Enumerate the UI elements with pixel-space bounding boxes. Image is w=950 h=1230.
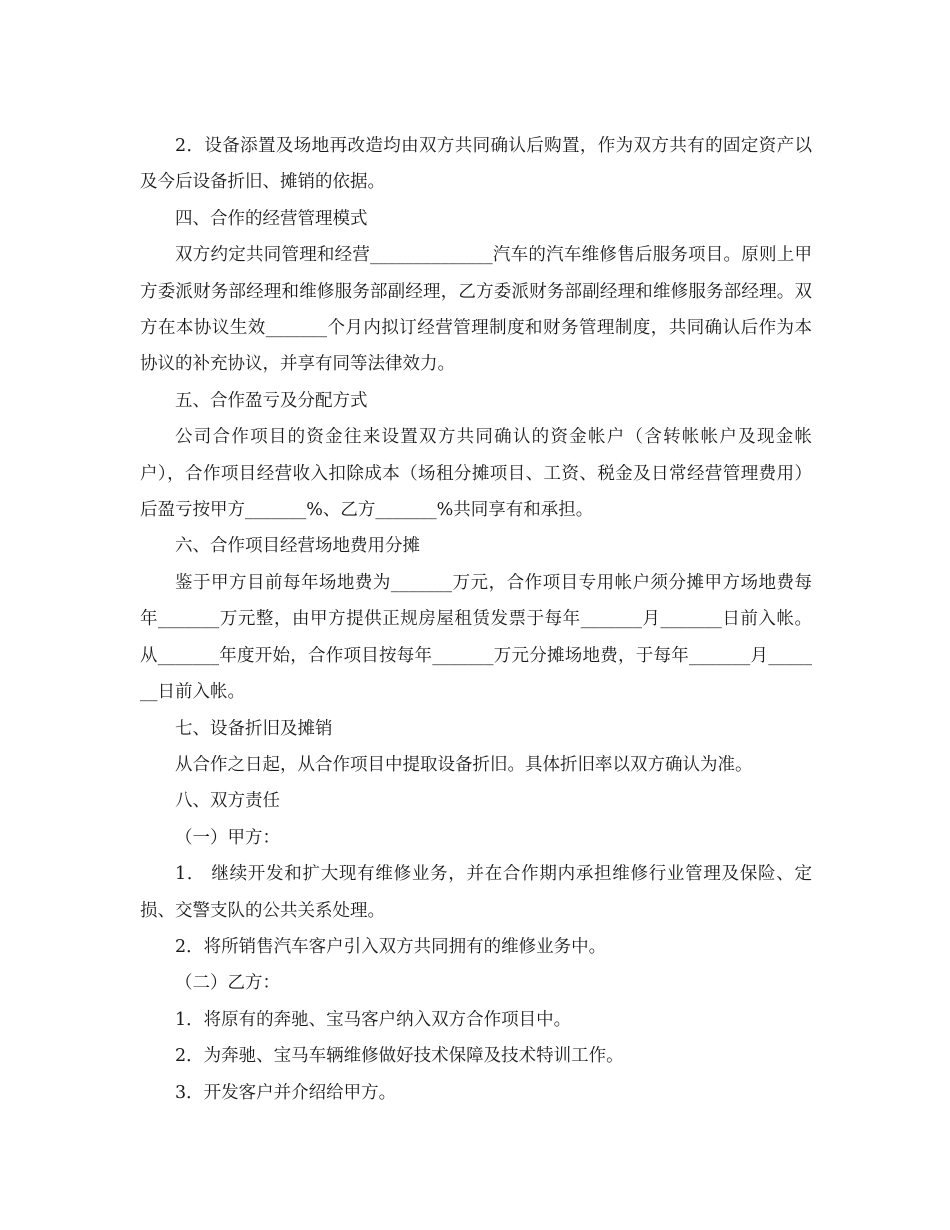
section-heading-profit-distribution: 五、合作盈亏及分配方式 — [175, 390, 368, 411]
subheading-party-a: （一）甲方： — [175, 827, 280, 848]
list-item-party-a-2: 2．将所销售汽车客户引入双方共同拥有的维修业务中。 — [175, 936, 607, 957]
paragraph-profit-distribution: 公司合作项目的资金往来设置双方共同确认的资金帐户（含转帐帐户及现金帐户），合作项目经营收入扣除成本（场租分摊项目、工资、税金及日常经营管理费用）后盈亏按甲方_______%、乙方_______%共同享有和承担。 — [140, 427, 812, 521]
list-item-party-b-1: 1．将原有的奔驰、宝马客户纳入双方合作项目中。 — [175, 1009, 572, 1030]
paragraph-equipment-assets: 2．设备添置及场地再改造均由双方共同确认后购置，作为双方共有的固定资产以及今后设备折旧、摊销的依据。 — [140, 136, 812, 193]
paragraph-site-fee: 鉴于甲方目前每年场地费为_______万元，合作项目专用帐户须分摊甲方场地费每年_______万元整，由甲方提供正规房屋租赁发票于每年_______月_______日前入帐。从_______年度开始，合作项目按每年_______万元分摊场地费，于每年_______月_______日前入帐。 — [140, 572, 812, 703]
list-item-party-a-1: 1． 继续开发和扩大现有维修业务，并在合作期内承担维修行业管理及保险、定损、交警支队的公共关系处理。 — [140, 864, 812, 921]
section-heading-depreciation: 七、设备折旧及摊销 — [175, 718, 333, 739]
list-item-party-b-2: 2．为奔驰、宝马车辆维修做好技术保障及技术特训工作。 — [175, 1046, 624, 1067]
list-item-party-b-3: 3．开发客户并介绍给甲方。 — [175, 1082, 397, 1103]
paragraph-management-mode: 双方约定共同管理和经营______________汽车的汽车维修售后服务项目。原则上甲方委派财务部经理和维修服务部副经理，乙方委派财务部副经理和维修服务部经理。双方在本协议生效_______个月内拟订经营管理制度和财务管理制度，共同确认后作为本协议的补充协议，并享有同等法律效力。 — [140, 245, 812, 375]
paragraph-depreciation: 从合作之日起，从合作项目中提取设备折旧。具体折旧率以双方确认为准。 — [175, 754, 753, 775]
document-body — [140, 128, 812, 1111]
subheading-party-b: （二）乙方： — [175, 973, 280, 994]
section-heading-site-fee: 六、合作项目经营场地费用分摊 — [175, 536, 420, 557]
section-heading-management-mode: 四、合作的经营管理模式 — [175, 208, 368, 229]
section-heading-responsibilities: 八、双方责任 — [175, 791, 280, 812]
